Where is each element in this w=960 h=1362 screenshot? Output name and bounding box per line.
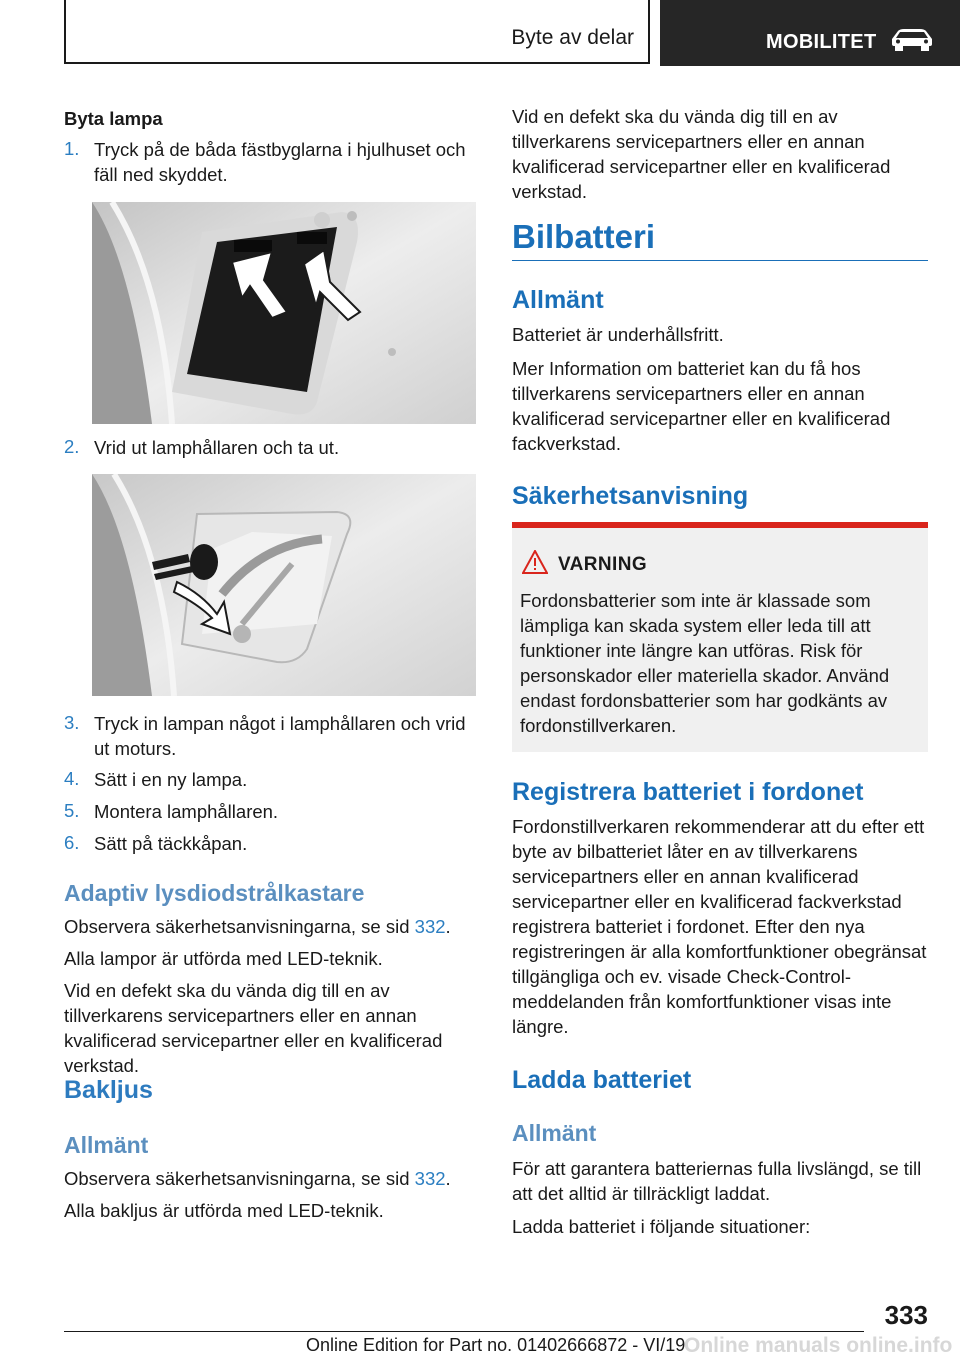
ladda-heading: Ladda batteriet [512, 1066, 692, 1094]
warning-icon [522, 550, 548, 574]
step-number: 6. [64, 832, 80, 853]
bakljus-safety-ref: Observera säkerhetsanvisningarna, se sid 332. [64, 1168, 451, 1189]
step-number: 3. [64, 712, 80, 733]
ladda-allmant-heading: Allmänt [512, 1120, 597, 1146]
adaptive-defect-text: Vid en defekt ska du vända dig till en av tillverkarens servicepartners eller en annan kvalificerad servicepartner eller en kvalificerad verkstad. [64, 980, 443, 1076]
step-text: Sätt på täckkåpan. [94, 833, 248, 854]
page-link-332[interactable]: 332 [414, 1168, 446, 1189]
step-text: Tryck på de båda fästbyglarna i hjulhuset och fäll ned skyddet. [94, 139, 466, 185]
step-text: Montera lamphållaren. [94, 801, 279, 822]
heading-rule [512, 260, 928, 261]
step-number: 4. [64, 768, 80, 789]
footer-edition: Online Edition for Part no. 01402666872 - VI/19 [306, 1335, 686, 1355]
step-text: Sätt i en ny lampa. [94, 769, 248, 790]
warning-title: VARNING [558, 554, 648, 575]
bakljus-heading: Bakljus [64, 1076, 153, 1104]
warning-text: Fordonsbatterier som inte är klassade som lämpliga kan skada system eller leda till att funktioner inte längre kan utföras. Risk för personskador eller materiella skador. Använd endast fordonsbatterier som har godkänts av fordonstillverkaren. [520, 590, 890, 736]
registrera-text: Fordonstillverkaren rekommenderar att du efter ett byte av bilbatteriet låter en av tillverkarens servicepartners eller en annan kvalificerad servicepartner eller en kvalificerad fackverkstad registrera batteriet i fordonet. Efter den nya registreringen är alla komfortfunktioner obegränsat tillgängliga och ev. visade Check-Control-meddelanden från komfortfunktioner visas inte längre. [512, 816, 927, 1037]
ladda-lifetime-text: För att garantera batteriernas fulla livslängd, se till att det alltid är tillräckligt laddat. [512, 1158, 922, 1204]
header-chapter-tab [660, 0, 960, 66]
ladda-situations-text: Ladda batteriet i följande situationer: [512, 1216, 811, 1237]
bilbatteri-heading: Bilbatteri [512, 218, 656, 255]
header-chapter-label: MOBILITET [766, 31, 877, 53]
allmant-heading: Allmänt [512, 286, 604, 314]
step-text: Tryck in lampan något i lamphållaren och vrid ut moturs. [94, 713, 466, 759]
adaptive-safety-ref: Observera säkerhetsanvisningarna, se sid 332. [64, 916, 451, 937]
bakljus-led-text: Alla bakljus är utförda med LED-teknik. [64, 1200, 384, 1221]
step-number: 5. [64, 800, 80, 821]
car-icon [886, 28, 938, 52]
page-link-332[interactable]: 332 [414, 916, 446, 937]
sakerhet-heading: Säkerhetsanvisning [512, 482, 749, 510]
bakljus-allmant-heading: Allmänt [64, 1132, 149, 1158]
adaptive-led-text: Alla lampor är utförda med LED-teknik. [64, 948, 383, 969]
header-section-title: Byte av delar [511, 26, 634, 49]
registrera-heading: Registrera batteriet i fordonet [512, 778, 864, 806]
maintenance-free-text: Batteriet är underhållsfritt. [512, 324, 724, 345]
step-number: 1. [64, 138, 80, 159]
battery-info-text: Mer Information om batteriet kan du få hos tillverkarens servicepartners eller en annan kvalificerad servicepartner eller en kvalificerad fackverkstad. [512, 358, 891, 454]
footer-watermark: Online manuals online.info [684, 1334, 953, 1357]
warning-box [512, 522, 928, 752]
page-number: 333 [884, 1300, 928, 1330]
adaptive-headlight-heading: Adaptiv lysdiodstrålkastare [64, 880, 365, 906]
defect-intro-text: Vid en defekt ska du vända dig till en av tillverkarens servicepartners eller en annan kvalificerad servicepartner eller en kvalificerad verkstad. [512, 106, 891, 202]
header-section-box [64, 0, 650, 64]
footer-rule [64, 1331, 864, 1332]
step-text: Vrid ut lamphållaren och ta ut. [94, 437, 340, 458]
byta-lampa-title: Byta lampa [64, 108, 163, 129]
step-number: 2. [64, 436, 80, 457]
figure-wheelhouse-cover [92, 202, 476, 424]
figure-lamp-holder [92, 474, 476, 696]
